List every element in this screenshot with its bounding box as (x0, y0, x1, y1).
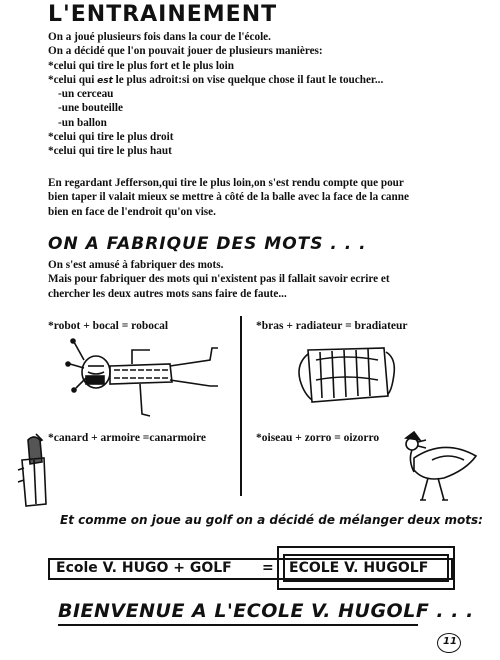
golf-line: Et comme on joue au golf on a décidé de mélanger deux mots: (60, 513, 483, 527)
combo-result: ECOLE V. HUGOLF (289, 560, 429, 576)
formula-canarmoire: *canard + armoire =canarmoire (48, 432, 206, 444)
formula-robocal: *robot + bocal = robocal (48, 320, 169, 332)
jefferson-line: bien taper il valait mieux se mettre à côté de la balle avec la face de la canne (48, 191, 409, 204)
fabrique-line: On s'est amusé à fabriquer des mots. (48, 259, 224, 271)
bradiateur-drawing (290, 340, 430, 412)
oizorro-drawing (392, 428, 492, 508)
target-item: -un ballon (58, 116, 107, 129)
formula-bradiateur: *bras + radiateur = bradiateur (256, 320, 408, 332)
fabrique-line: chercher les deux autres mots sans faire de faute... (48, 287, 287, 300)
fabrique-line: Mais pour fabriquer des mots qui n'existent pas il fallait savoir ecrire et (48, 273, 390, 286)
intro-paragraph (48, 30, 383, 159)
jefferson-line: bien en face de l'endroit qu'on vise. (48, 205, 216, 218)
combo-equals: = (262, 560, 274, 576)
handwritten-est: est (97, 75, 113, 86)
welcome-underline (58, 624, 418, 626)
column-divider (240, 316, 242, 496)
way-item: *celui qui tire le plus haut (48, 145, 172, 158)
adroit-prefix: *celui qui (48, 73, 98, 86)
formula-oizorro: *oiseau + zorro = oizorro (256, 432, 380, 444)
intro-line: On a joué plusieurs fois dans la cour de l'école. (48, 31, 271, 43)
page-title: L'ENTRAINEMENT (48, 2, 278, 27)
robocal-drawing (60, 336, 230, 426)
combo-left: Ecole V. HUGO + GOLF (56, 560, 232, 576)
section-title-fabrique: ON A FABRIQUE DES MOTS . . . (48, 234, 367, 254)
intro-line: *celui qui tire le plus fort et le plus loin (48, 59, 234, 72)
target-item: -une bouteille (58, 102, 123, 115)
canarmoire-drawing (14, 430, 54, 510)
jefferson-line: En regardant Jefferson,qui tire le plus loin,on s'est rendu compte que pour (48, 177, 404, 189)
fabrique-paragraph (48, 258, 390, 301)
way-item: *celui qui tire le plus droit (48, 131, 174, 144)
intro-line: On a décidé que l'on pouvait jouer de plusieurs manières: (48, 45, 323, 58)
jefferson-paragraph (48, 176, 409, 219)
adroit-line (48, 73, 383, 87)
adroit-suffix: le plus adroit:si on vise quelque chose il faut le toucher... (112, 73, 384, 86)
target-item: -un cerceau (58, 88, 114, 101)
page-number: 11 (443, 636, 457, 647)
welcome-heading: BIENVENUE A L'ECOLE V. HUGOLF . . . (58, 600, 474, 622)
